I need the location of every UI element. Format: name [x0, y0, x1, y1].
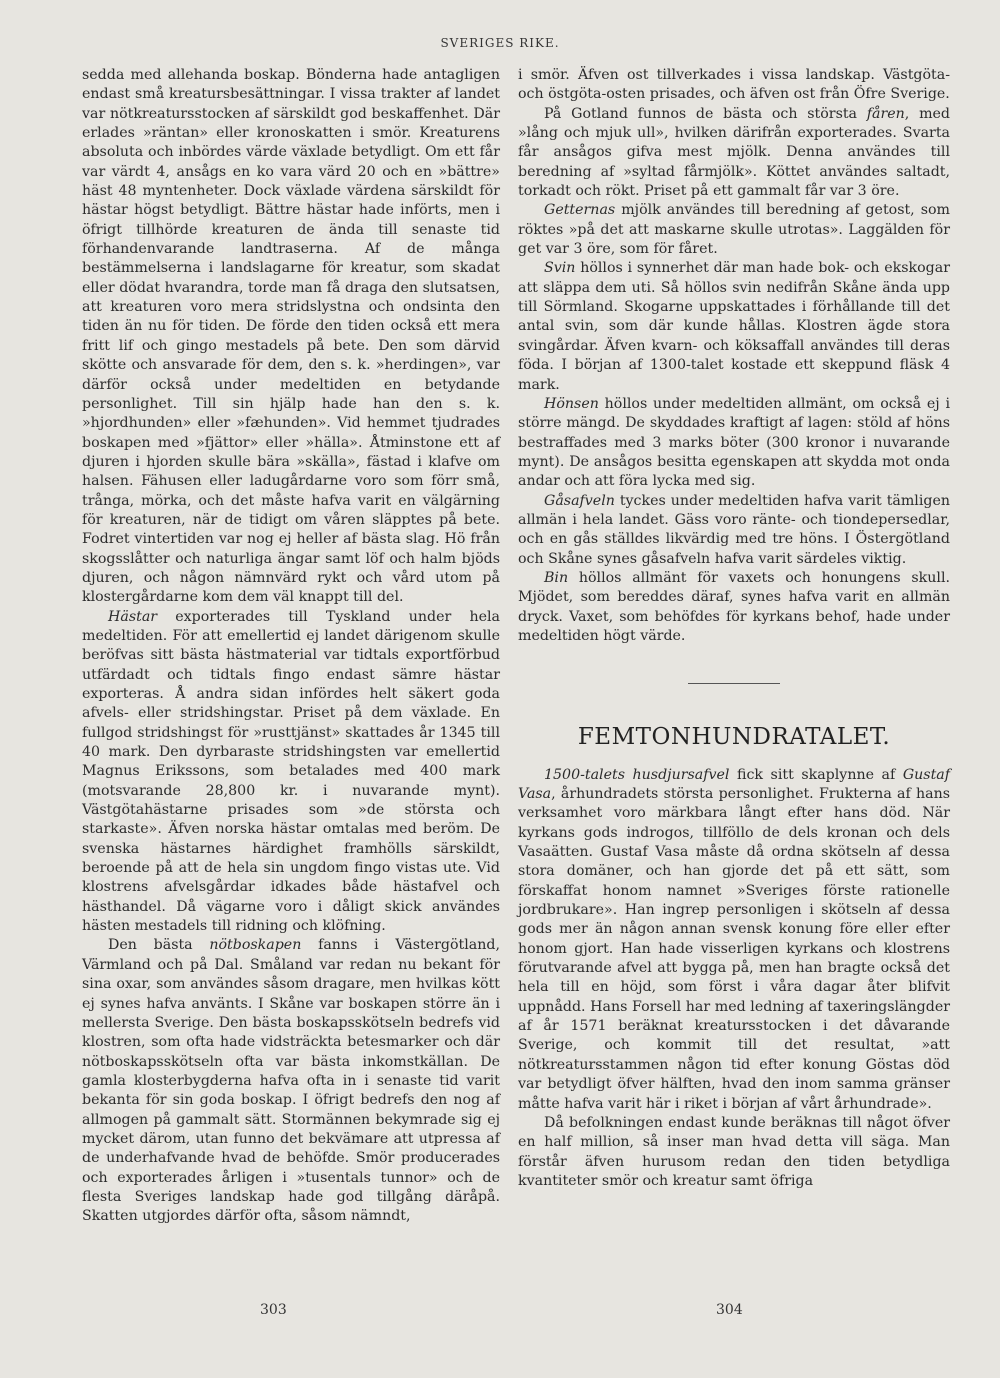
- paragraph: På Gotland funnos de bästa och största fåren, med »lång och mjuk ull», hvilken därifrån exporterades. Svarta får ansågos gifva mest mjölk. Denna användes till beredning af »syltad fårmjölk». Köttet användes saltadt, torkadt och rökt. Priset på ett gammalt får var 3 öre.: [518, 105, 950, 200]
- page-number-right: 304: [716, 1302, 743, 1318]
- paragraph: Hönsen höllos under medeltiden allmänt, om också ej i större mängd. De skyddades kraftigt af lagen: stöld af höns bestraffades med 3 marks böter (300 kronor i nuvarande mynt). De ansågos besitta egenskapen att skydda mot onda andar och att föra lycka med sig.: [518, 395, 950, 490]
- left-column: [82, 66, 500, 1227]
- paragraph: Gåsafveln tyckes under medeltiden hafva varit tämligen allmän i hela landet. Gäss voro ränte- och tiondepersedlar, och en gås ställdes likvärdig med tre höns. I Östergötland och Skåne synes gåsafveln hafva varit särdeles viktig.: [518, 492, 950, 567]
- paragraph: Då befolkningen endast kunde beräknas till något öfver en half million, så inser man hvad detta vill säga. Man förstår äfven hurusom redan den tiden betydliga kvantiteter smör och kreatur samt öfriga: [518, 1114, 950, 1189]
- paragraph: Getternas mjölk användes till beredning af getost, som röktes »på det att maskarne skulle utrotas». Laggälden för get var 3 öre, som för fåret.: [518, 202, 950, 258]
- paragraph: Hästar exporterades till Tyskland under hela medeltiden. För att emellertid ej landet därigenom skulle beröfvas sitt bästa hästmaterial var tidtals exportförbud utfärdadt och tidtals fingo endast sämre hästar exporteras. Å andra sidan infördes helt säkert goda afvels- eller stridshingstar. Priset på dem växlade. En fullgod stridshingst för »rusttjänst» skattades år 1345 till 40 mark. Den dyrbaraste stridshingsten var emellertid Magnus Erikssons, som betalades med 400 mark (motsvarande 28,800 kr. i nuvarande mynt). Västgötahästarne prisades som »de största och starkaste». Äfven norska hästar omtalas med beröm. De svenska hästarnes härdighet framhölls särskildt, beroende på att de hela sin ungdom fingo vistas ute. Vid klostrens afvelsgårdar idkades både hästafvel och hästhandel. Då vägarne voro i dåligt skick användes hästen mestadels till ridning och klöfning.: [82, 608, 500, 935]
- paragraph: i smör. Äfven ost tillverkades i vissa landskap. Västgöta- och östgöta-osten prisades, och äfven ost från Öfre Sverige.: [518, 67, 950, 103]
- paragraph: sedda med allehanda boskap. Bönderna hade antagligen endast små kreatursbesättningar. I vissa trakter af landet var nötkreatursstocken af särskildt god beskaffenhet. Där erlades »räntan» eller kronoskatten i smör. Kreaturens absoluta och inbördes värde växlade betydligt. Om ett får var värdt 4, ansågs en ko vara värd 20 och en »bättre» häst 48 myntenheter. Dock växlade värdena särskildt för hästar högst betydligt. Bättre hästar hade införts, men i öfrigt tillhörde kreaturen de ända till senaste tid förhandenvarande landtraserna. Af de många bestämmelserna i landslagarne för kreatur, som skadat eller dödat hvarandra, torde man få draga den slutsatsen, att kreaturen voro mera stridslystna och ondsinta den tiden än nu för tiden. De förde den tiden också ett mera fritt lif och gingo mestadels på bete. Den som därvid skötte och ansvarade för dem, den s. k. »herdingen», var därför också under medeltiden en betydande personlighet. Till sin hjälp hade han den s. k. »hjordhunden» eller »fæhunden». Vid hemmet tjudrades boskapen med »fjättor» eller »hälla». Åtminstone ett af djuren i hjorden skulle bära »skälla», fästad i klafve om halsen. Fähusen eller ladugårdarne voro som förr små, trånga, mörka, och det måste hafva varit en välgärning för kreaturen, när de tidigt om våren släpptes på bete. Fodret vintertiden var nog ej heller af bästa slag. Hö från skogsslåtter och naturliga ängar samt löf och halm bjöds djuren, och någon nämnvärd rykt och vård utom på klostergårdarne kom dem väl knappt till del.: [82, 67, 500, 606]
- paragraph: Svin höllos i synnerhet där man hade bok- och ekskogar att släppa dem uti. Så höllos svin nedifrån Skåne ända upp till Sörmland. Skogarne uppskattades i förhållande till det antal svin, som där kunde hållas. Klostren ägde stora svingårdar. Äfven kvarn- och köksaffall användes till deras föda. I början af 1300-talet kostade ett skeppund fläsk 4 mark.: [518, 260, 950, 393]
- paragraph: Den bästa nötboskapen fanns i Västergötland, Värmland och på Dal. Småland var redan nu bekant för sina oxar, som användes såsom dragare, men hvilkas kött ej synes hafva använts. I Skåne var boskapen större än i mellersta Sverige. Den bästa boskapsskötseln bedrefs vid klostren, som ofta hade vidsträckta betesmarker och där nötboskapsskötseln ofta var bästa inkomstkällan. De gamla klosterbygderna hafva ofta in i senaste tid varit bekanta för sin goda boskap. I öfrigt bedrefs den nog af allmogen på gammalt sätt. Stormännen bekymrade sig ej mycket därom, utan funno det bekvämare att utpressa af de underhafvande hvad de behöfde. Smör producerades och exporterades årligen i »tusentals tunnor» och de flesta Sveriges landskap hade god tillgång däråpå. Skatten utgjordes därför ofta, såsom nämndt,: [82, 937, 500, 1225]
- page-number-left: 303: [260, 1302, 287, 1318]
- right-column-top: [518, 66, 950, 646]
- running-head: SVERIGES RIKE.: [440, 36, 560, 50]
- paragraph: Bin höllos allmänt för vaxets och honungens skull. Mjödet, som bereddes däraf, synes hafva varit en allmän dryck. Vaxet, som behöfdes för kyrkans behof, hade under medeltiden högt värde.: [518, 569, 950, 644]
- right-column: [518, 66, 950, 1191]
- section-divider: [688, 683, 780, 684]
- right-column-bottom: [518, 766, 950, 1192]
- section-title: FEMTONHUNDRATALET.: [577, 724, 891, 751]
- paragraph: 1500-talets husdjursafvel fick sitt skaplynne af Gustaf Vasa, århundradets största personlighet. Frukterna af hans verksamhet voro märkbara långt efter hans död. När kyrkans gods indrogos, tillföllo de dels kronan och dels Vasaätten. Gustaf Vasa måste då ordna skötseln af dessa stora domäner, och han gjorde det på ett sätt, som förskaffat honom namnet »Sveriges förste rationelle jordbrukare». Han ingrep personligen i skötseln af dessa gods mer än någon annan svensk konung före eller efter honom gjort. Han hade visserligen kyrkans och klostrens förutvarande afvel att bygga på, men han bragte också det hela till en höjd, som först i våra dagar åter blifvit uppnådd. Hans Forsell har med ledning af taxeringslängder af år 1571 beräknat kreatursstocken i det dåvarande Sverige, och kommit till det resultat, »att nötkreatursstammen någon tid efter konung Göstas död var betydligt öfver hälften, hvad den inom samma gränser måtte hafva varit här i riket i början af vårt århundrade».: [518, 766, 950, 1112]
